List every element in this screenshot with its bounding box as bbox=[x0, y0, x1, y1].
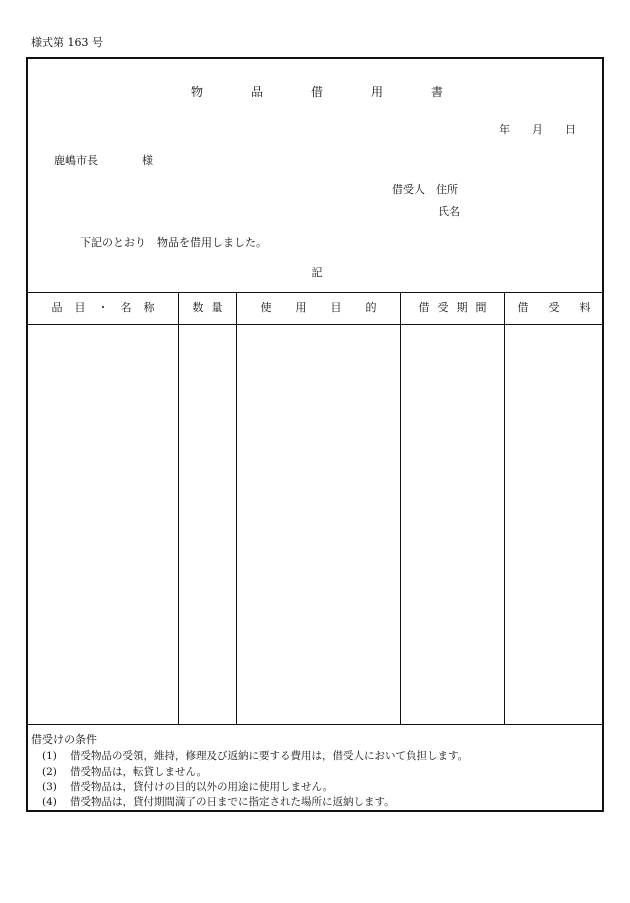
header-char: 使 bbox=[260, 301, 272, 314]
header-quantity bbox=[179, 292, 236, 324]
title-char: 借 bbox=[310, 85, 323, 99]
borrower-name-line bbox=[438, 203, 460, 219]
condition-number: (1) bbox=[42, 750, 57, 762]
condition-item bbox=[42, 764, 207, 779]
title-char: 用 bbox=[371, 85, 384, 99]
title-char: 物 bbox=[190, 85, 203, 99]
form-frame bbox=[26, 57, 604, 812]
condition-number: (3) bbox=[42, 781, 57, 793]
form-number: 様式第 163 号 bbox=[31, 36, 103, 49]
condition-text: 借受物品は，転貸しません。 bbox=[70, 766, 208, 778]
header-char: 量 bbox=[211, 301, 223, 314]
table-header-border bbox=[28, 324, 602, 325]
condition-text: 借受物品の受領，維持，修理及び返納に要する費用は，借受人において負担します。 bbox=[70, 750, 469, 762]
date-month-label: 月 bbox=[532, 123, 543, 136]
column-divider bbox=[236, 292, 237, 724]
header-char: 名 bbox=[120, 301, 132, 314]
header-char: ・ bbox=[97, 301, 109, 314]
condition-text: 借受物品は，貸付けの目的以外の用途に使用しません。 bbox=[70, 781, 334, 793]
header-char: 称 bbox=[143, 301, 155, 314]
column-divider bbox=[400, 292, 401, 724]
header-period bbox=[401, 292, 504, 324]
title-char: 品 bbox=[250, 85, 263, 99]
column-divider bbox=[504, 292, 505, 724]
header-char: 借 bbox=[517, 301, 529, 314]
addressee bbox=[54, 152, 153, 168]
statement: 下記のとおり 物品を借用しました。 bbox=[80, 236, 267, 249]
header-char: 的 bbox=[365, 301, 377, 314]
borrower-address-line bbox=[392, 181, 458, 197]
borrower-label: 借受人 bbox=[392, 183, 425, 196]
header-item-name bbox=[28, 292, 178, 324]
header-char: 間 bbox=[475, 301, 487, 314]
title-char: 書 bbox=[431, 85, 444, 99]
condition-item bbox=[42, 794, 395, 809]
name-label: 氏名 bbox=[438, 205, 460, 218]
ki-label: 記 bbox=[311, 266, 323, 279]
header-char: 期 bbox=[456, 301, 468, 314]
conditions-title: 借受けの条件 bbox=[31, 733, 97, 746]
table-bottom-border bbox=[28, 724, 602, 725]
date-day-label: 日 bbox=[565, 123, 576, 136]
form-title bbox=[28, 83, 606, 100]
date-line bbox=[477, 121, 576, 137]
header-char: 受 bbox=[548, 301, 560, 314]
header-char: 品 bbox=[51, 301, 63, 314]
addressee-honorific: 様 bbox=[142, 154, 153, 167]
header-char: 料 bbox=[579, 301, 591, 314]
condition-number: (4) bbox=[42, 796, 57, 808]
condition-text: 借受物品は，貸付期間満了の日までに指定された場所に返納します。 bbox=[70, 796, 395, 808]
condition-item bbox=[42, 779, 333, 794]
header-char: 用 bbox=[295, 301, 307, 314]
condition-item bbox=[42, 748, 468, 763]
condition-number: (2) bbox=[42, 766, 57, 778]
header-purpose bbox=[237, 292, 400, 324]
header-char: 目 bbox=[74, 301, 86, 314]
header-char: 目 bbox=[330, 301, 342, 314]
column-divider bbox=[178, 292, 179, 724]
header-char: 受 bbox=[437, 301, 449, 314]
header-char: 借 bbox=[418, 301, 430, 314]
date-year-label: 年 bbox=[499, 123, 510, 136]
addressee-name: 鹿嶋市長 bbox=[54, 154, 98, 167]
header-fee bbox=[505, 292, 603, 324]
header-char: 数 bbox=[192, 301, 204, 314]
address-label: 住所 bbox=[436, 183, 458, 196]
